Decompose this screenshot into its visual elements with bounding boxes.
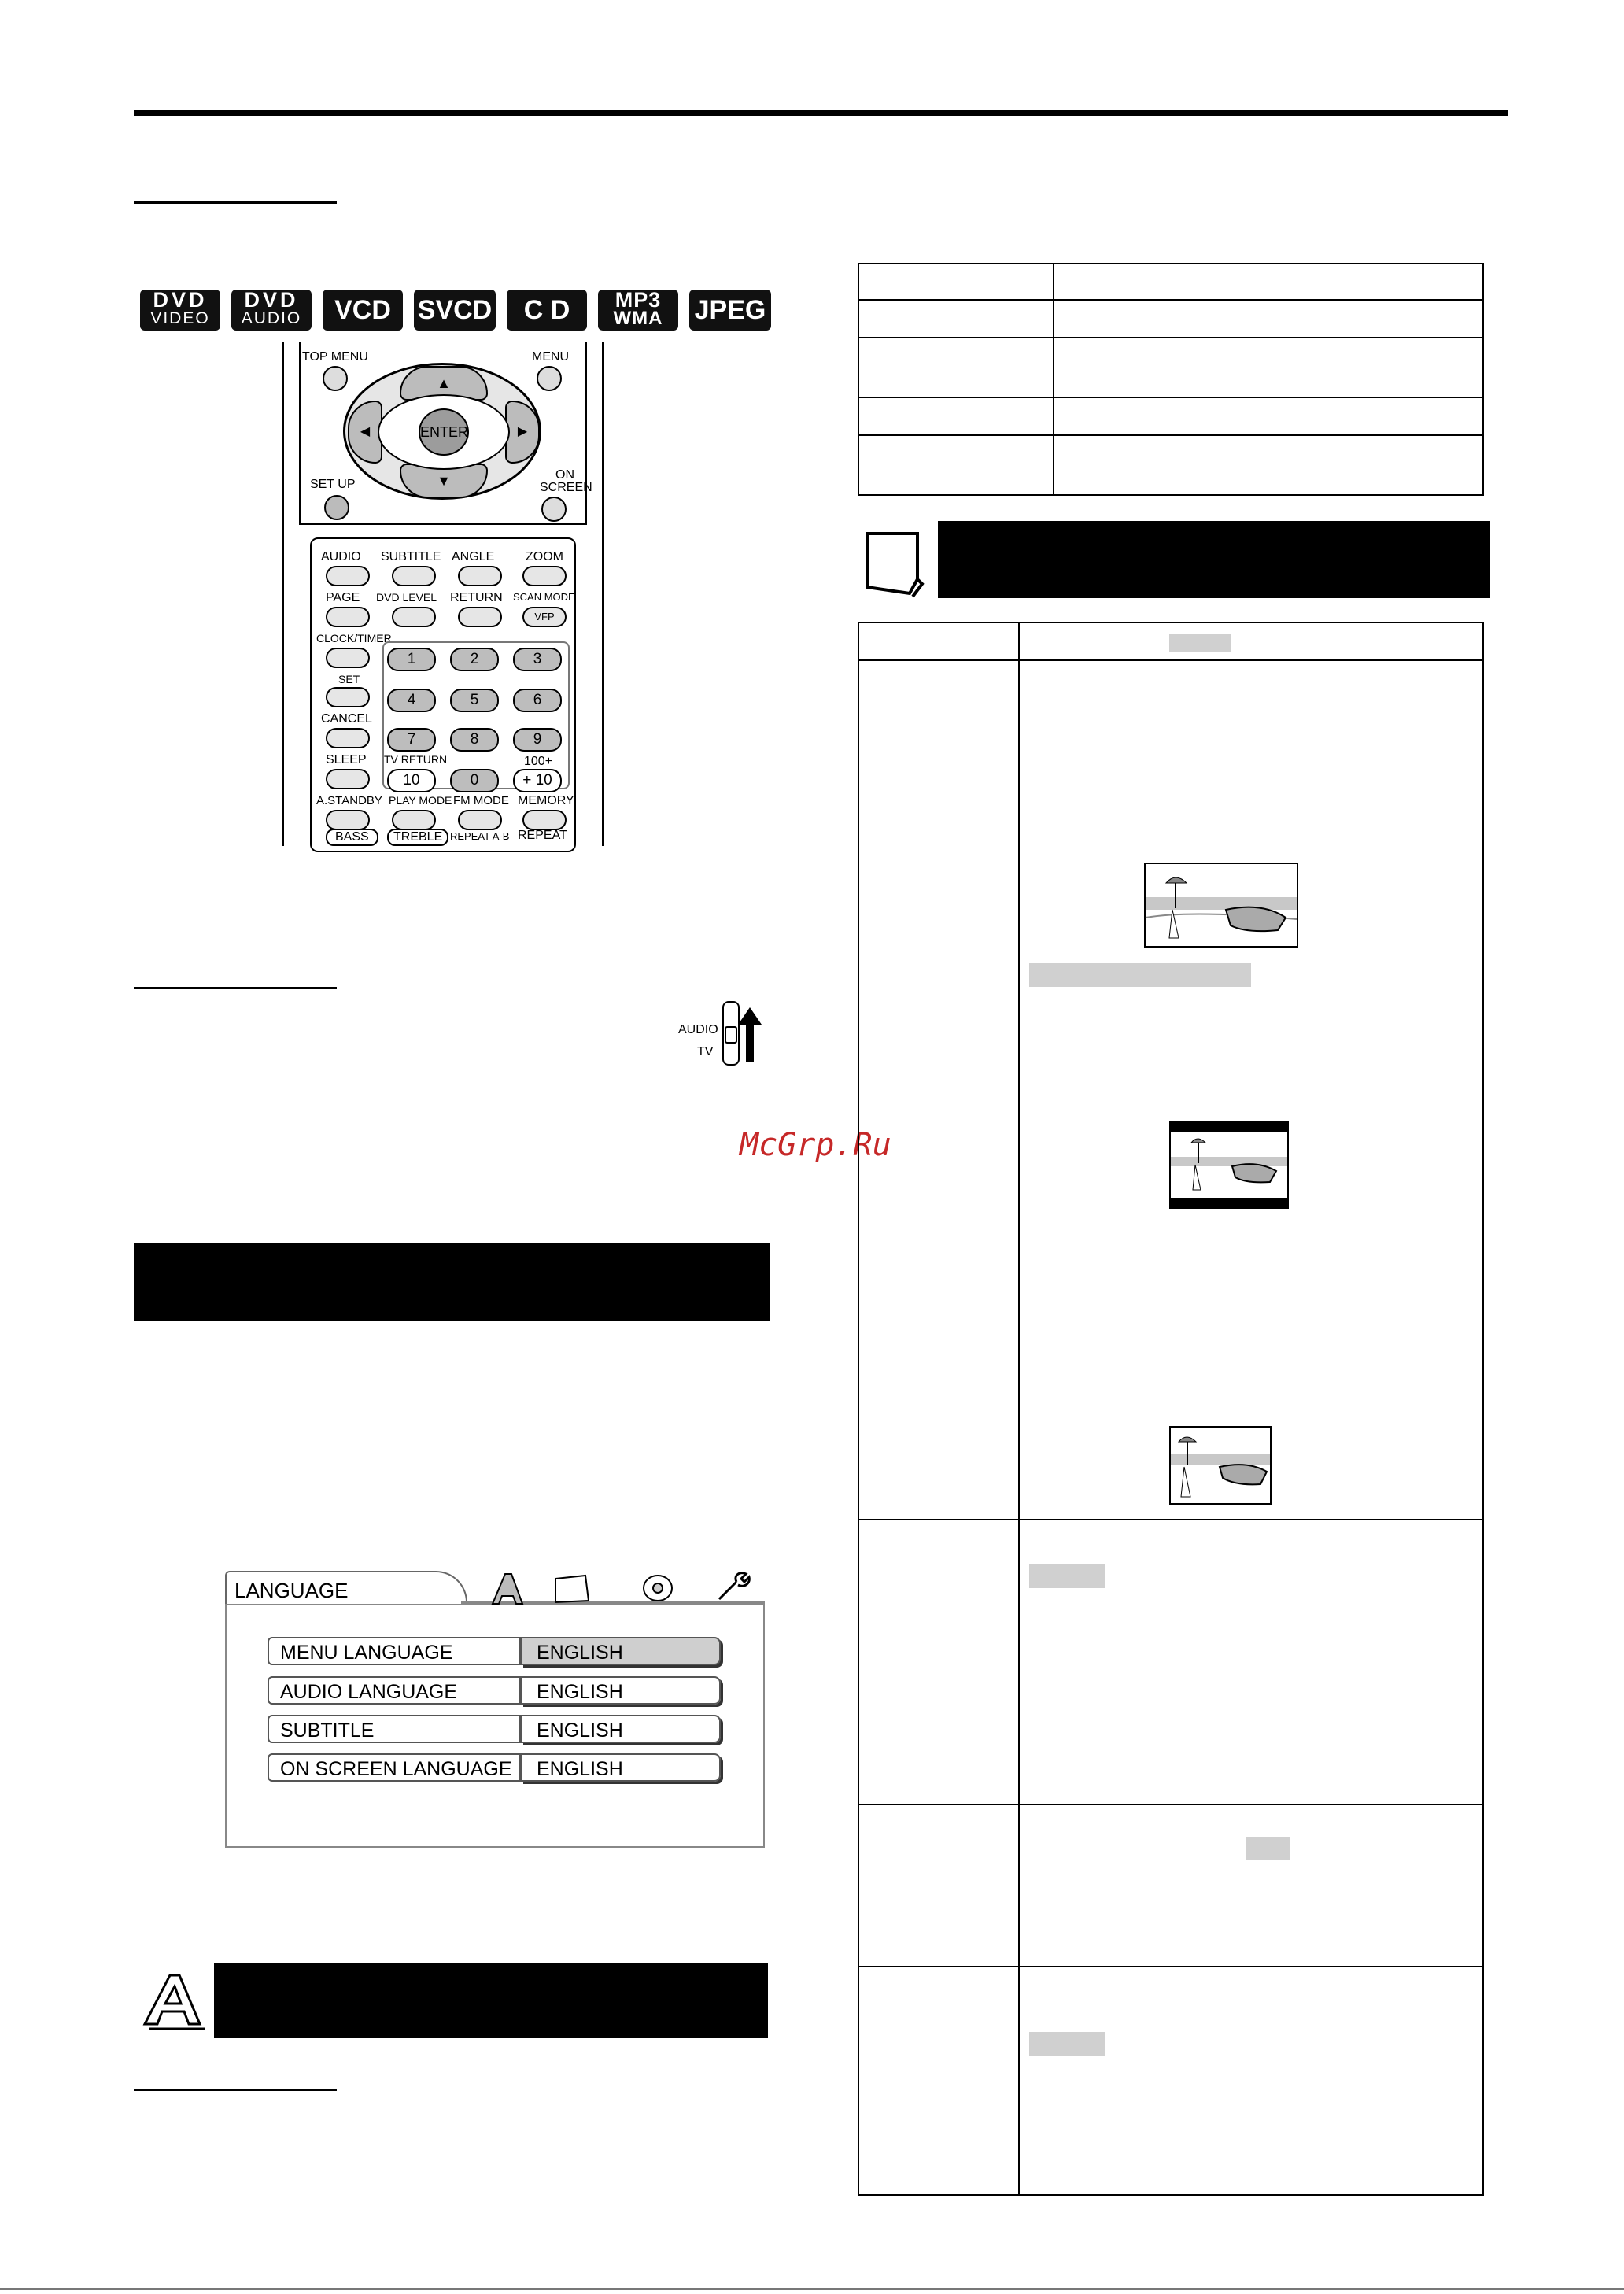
audio-language-value[interactable]: ENGLISH xyxy=(521,1676,721,1705)
on-screen-button[interactable] xyxy=(541,497,567,522)
monitor-icon xyxy=(862,529,925,597)
badge-cd xyxy=(507,290,587,331)
beach-image-wide xyxy=(1144,863,1298,948)
highlight-bar-1 xyxy=(1029,963,1251,987)
number-6-button[interactable] xyxy=(513,689,562,712)
hundred-plus-label: 100+ xyxy=(524,755,553,768)
dvd-level-button[interactable] xyxy=(392,607,436,627)
table-row-line-3 xyxy=(858,1966,1484,1967)
badge-label: SVCD xyxy=(417,295,493,325)
num-label: 10 xyxy=(403,772,420,789)
on-screen-label-2: SCREEN xyxy=(540,481,592,494)
bottom-rule xyxy=(0,2288,1624,2290)
tv-return-label: TV RETURN xyxy=(384,753,448,766)
number-4-button[interactable] xyxy=(387,689,436,712)
audio-tab-icon[interactable] xyxy=(642,1572,677,1602)
top-menu-button[interactable] xyxy=(323,366,348,391)
section-underline-2 xyxy=(134,987,337,989)
highlight-bar-2 xyxy=(1029,1564,1105,1588)
page-label: PAGE xyxy=(326,591,360,604)
cancel-button[interactable] xyxy=(326,728,370,748)
enter-button[interactable] xyxy=(419,408,469,456)
subtitle-button[interactable] xyxy=(392,566,436,586)
arrow-up-icon xyxy=(738,1007,762,1062)
play-mode-label: PLAY MODE xyxy=(389,794,452,807)
sleep-button[interactable] xyxy=(326,769,370,789)
table-row-line-3 xyxy=(858,397,1484,398)
arrow-right-icon: ▶ xyxy=(517,425,528,438)
sleep-label: SLEEP xyxy=(326,753,367,767)
badge-label: VCD xyxy=(334,295,391,325)
picture-settings-table xyxy=(858,622,1484,2196)
top-menu-label: TOP MENU xyxy=(302,350,368,364)
language-tab-title: LANGUAGE xyxy=(234,1579,349,1602)
fm-mode-label: FM MODE xyxy=(453,794,509,807)
arrow-down-icon: ▼ xyxy=(437,473,451,489)
clock-timer-label: CLOCK/TIMER xyxy=(316,632,392,645)
num-label: 5 xyxy=(470,692,479,708)
table-row-line-1 xyxy=(858,1519,1484,1520)
menu-language-label: MENU LANGUAGE xyxy=(268,1637,521,1665)
badge-mp3-wma xyxy=(598,290,678,331)
scan-mode-label: SCAN MODE xyxy=(513,591,575,603)
angle-button[interactable] xyxy=(458,566,502,586)
num-label: 4 xyxy=(407,692,416,708)
num-label: + 10 xyxy=(522,772,552,789)
return-label: RETURN xyxy=(450,591,503,604)
language-letter-icon xyxy=(138,1969,205,2035)
on-screen-language-row[interactable] xyxy=(268,1753,724,1785)
header-highlight xyxy=(1169,634,1231,652)
arrow-left-icon: ◀ xyxy=(360,425,371,438)
top-right-table xyxy=(858,263,1484,496)
section-header-bar-left xyxy=(134,1243,770,1321)
badge-jpeg xyxy=(689,290,771,331)
subtitle-row[interactable] xyxy=(268,1715,724,1746)
audio-button[interactable] xyxy=(326,566,370,586)
on-screen-label-1: ON xyxy=(555,468,574,482)
audio-label: AUDIO xyxy=(321,550,361,563)
num-label: 0 xyxy=(470,772,479,789)
number-plus10-button[interactable] xyxy=(513,769,562,792)
subtitle-label: SUBTITLE xyxy=(381,550,441,563)
play-mode-button[interactable] xyxy=(392,810,436,830)
language-tab[interactable] xyxy=(225,1571,467,1604)
top-rule xyxy=(134,110,1508,116)
num-label: 3 xyxy=(533,651,542,667)
vfp-label: VFP xyxy=(534,611,555,622)
table-row-line-2 xyxy=(858,337,1484,338)
beach-image-letterbox xyxy=(1169,1121,1289,1209)
switch-audio-label: AUDIO xyxy=(678,1023,718,1036)
num-label: 8 xyxy=(470,731,479,748)
zoom-label: ZOOM xyxy=(526,550,563,563)
number-0-button[interactable] xyxy=(450,769,499,792)
picture-header-bar xyxy=(938,521,1490,598)
number-2-button[interactable] xyxy=(450,648,499,671)
number-1-button[interactable] xyxy=(387,648,436,671)
return-button[interactable] xyxy=(458,607,502,627)
table-col-divider xyxy=(1053,263,1054,496)
badge-dvd-video xyxy=(140,290,220,331)
badge-line1: DVD xyxy=(244,288,299,312)
watermark: McGrp.Ru xyxy=(740,1127,891,1163)
set-label: SET xyxy=(338,673,360,685)
table-frame xyxy=(858,622,1484,2196)
badge-label: JPEG xyxy=(694,295,766,325)
mode-switch-knob xyxy=(725,1026,737,1044)
num-label: 1 xyxy=(407,651,416,667)
number-3-button[interactable] xyxy=(513,648,562,671)
badge-vcd xyxy=(323,290,403,331)
badge-line2: AUDIO xyxy=(241,309,302,327)
wrench-tab-icon[interactable] xyxy=(716,1571,751,1602)
switch-tv-label: TV xyxy=(697,1045,714,1058)
mode-switch[interactable] xyxy=(722,1001,740,1066)
repeat-ab-label: REPEAT A-B xyxy=(450,830,510,842)
menu-button[interactable] xyxy=(537,366,562,391)
num-label: 6 xyxy=(533,692,542,708)
zoom-button[interactable] xyxy=(522,566,567,586)
number-7-button[interactable] xyxy=(387,728,436,752)
num-label: 9 xyxy=(533,731,542,748)
on-screen-language-value[interactable]: ENGLISH xyxy=(521,1753,721,1782)
num-label: 2 xyxy=(470,651,479,667)
language-header-bar xyxy=(214,1963,768,2038)
badge-line1: DVD xyxy=(153,288,208,312)
cancel-label: CANCEL xyxy=(321,712,372,726)
set-up-button[interactable] xyxy=(324,495,349,520)
page-button[interactable] xyxy=(326,607,370,627)
badge-label: C D xyxy=(523,295,570,325)
subtitle-label: SUBTITLE xyxy=(268,1715,521,1743)
language-menu xyxy=(225,1571,766,1851)
repeat-label: REPEAT xyxy=(518,829,567,842)
audio-language-row[interactable] xyxy=(268,1676,724,1708)
table-col-divider xyxy=(1018,622,1020,2196)
set-button[interactable] xyxy=(326,687,370,707)
section-underline-3 xyxy=(134,2089,337,2091)
a-standby-button[interactable] xyxy=(326,810,370,830)
table-header-line xyxy=(858,659,1484,661)
badge-line1: MP3 xyxy=(615,288,662,312)
menu-label: MENU xyxy=(532,350,570,364)
badge-line2: VIDEO xyxy=(150,309,210,327)
badge-line2: WMA xyxy=(613,308,663,329)
remote-control xyxy=(282,342,607,844)
number-8-button[interactable] xyxy=(450,728,499,752)
audio-language-label: AUDIO LANGUAGE xyxy=(268,1676,521,1705)
table-frame xyxy=(858,263,1484,496)
memory-label: MEMORY xyxy=(518,794,574,807)
beach-image-panscan xyxy=(1169,1426,1272,1505)
menu-language-value[interactable]: ENGLISH xyxy=(521,1637,721,1665)
highlight-bar-3 xyxy=(1246,1837,1290,1860)
vfp-button[interactable] xyxy=(522,607,567,627)
table-row-line-4 xyxy=(858,434,1484,436)
number-10-button[interactable] xyxy=(387,769,436,792)
enter-label: ENTER xyxy=(420,424,469,440)
a-standby-label: A.STANDBY xyxy=(316,794,382,807)
subtitle-value[interactable]: ENGLISH xyxy=(521,1715,721,1743)
badge-dvd-audio xyxy=(231,290,312,331)
bass-label: BASS xyxy=(326,829,378,846)
language-tab-icon[interactable] xyxy=(489,1572,524,1604)
dvd-level-label: DVD LEVEL xyxy=(376,591,437,604)
num-label: 7 xyxy=(407,731,416,748)
table-row-line-1 xyxy=(858,299,1484,301)
on-screen-language-label: ON SCREEN LANGUAGE xyxy=(268,1753,521,1782)
highlight-bar-4 xyxy=(1029,2032,1105,2056)
angle-label: ANGLE xyxy=(452,550,495,563)
menu-language-row[interactable] xyxy=(268,1637,724,1668)
set-up-label: SET UP xyxy=(310,478,356,491)
arrow-up-icon: ▲ xyxy=(437,375,451,391)
table-row-line-2 xyxy=(858,1804,1484,1805)
treble-label: TREBLE xyxy=(387,829,448,846)
number-5-button[interactable] xyxy=(450,689,499,712)
picture-tab-icon[interactable] xyxy=(554,1574,590,1602)
memory-button[interactable] xyxy=(522,810,567,830)
fm-mode-button[interactable] xyxy=(458,810,502,830)
badge-svcd xyxy=(414,290,496,331)
number-9-button[interactable] xyxy=(513,728,562,752)
section-underline-1 xyxy=(134,201,337,204)
clock-timer-button[interactable] xyxy=(326,648,370,668)
